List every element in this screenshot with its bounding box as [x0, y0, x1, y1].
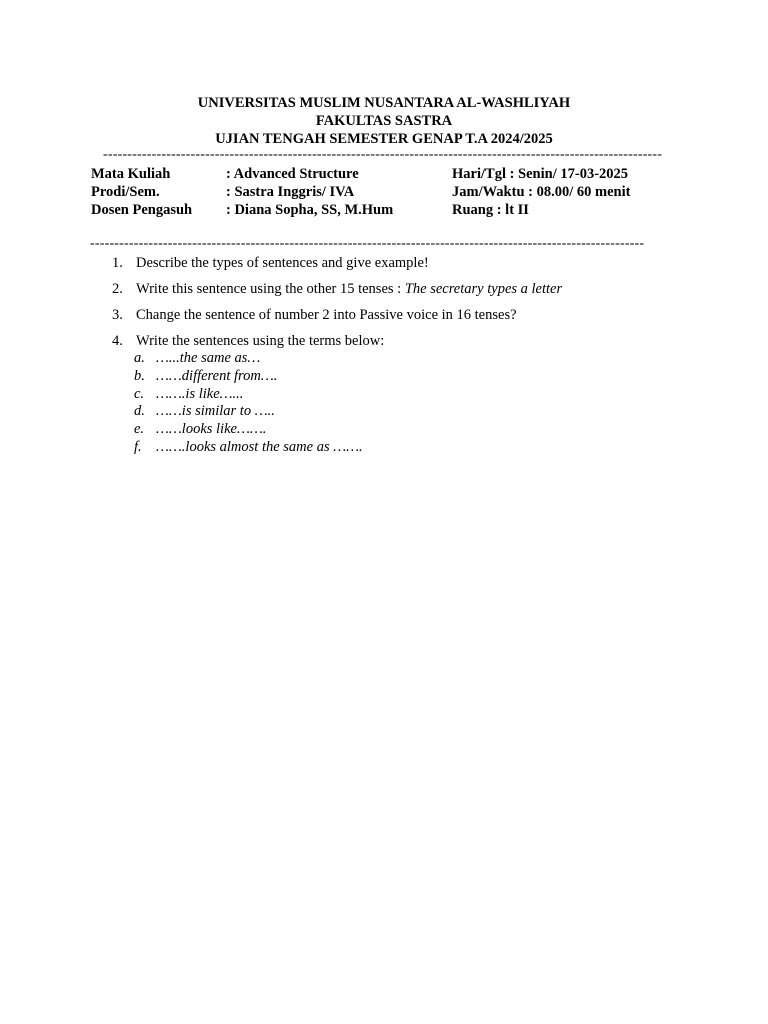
list-item — [112, 386, 712, 404]
terms-list — [112, 350, 712, 457]
info-date: Hari/Tgl : Senin/ 17-03-2025 — [452, 166, 629, 182]
document-header — [0, 94, 768, 148]
item-text: ……is similar to ….. — [156, 403, 275, 420]
info-value: : Diana Sopha, SS, M.Hum — [226, 202, 394, 218]
info-label: Dosen Pengasuh — [91, 202, 193, 218]
item-letter: a. — [134, 350, 145, 366]
question-number: 4. — [112, 333, 123, 349]
item-letter: e. — [134, 421, 145, 438]
dashed-divider-top: ------------------------------------------------------------------------------------------------------------------- — [103, 148, 663, 162]
exam-title: UJIAN TENGAH SEMESTER GENAP T.A 2024/2025 — [215, 131, 553, 147]
info-value: : Advanced Structure — [226, 166, 359, 182]
question-text: Change the sentence of number 2 into Passive voice in 16 tenses? — [136, 307, 517, 323]
question-text: Describe the types of sentences and give example! — [136, 255, 429, 271]
info-room: Ruang : lt II — [452, 202, 529, 218]
item-letter: c. — [134, 385, 145, 402]
item-letter: b. — [134, 367, 145, 384]
question-item — [112, 254, 712, 272]
university-name: UNIVERSITAS MUSLIM NUSANTARA AL-WASHLIYAH — [197, 95, 571, 111]
question-text: Write the sentences using the terms below: — [136, 333, 385, 349]
info-label: Mata Kuliah — [91, 166, 171, 182]
question-number: 1. — [112, 255, 123, 271]
question-number: 2. — [112, 281, 123, 297]
list-item — [112, 350, 712, 368]
question-list — [112, 254, 712, 457]
question-text: Write this sentence using the other 15 tenses : — [136, 281, 405, 297]
item-text: ……different from…. — [156, 367, 278, 384]
list-item — [112, 421, 712, 439]
question-item — [112, 306, 712, 324]
info-time: Jam/Waktu : 08.00/ 60 menit — [452, 184, 631, 200]
item-text: …….looks almost the same as ……. — [156, 438, 363, 455]
item-text: ……looks like……. — [156, 421, 267, 438]
question-number: 3. — [112, 307, 123, 323]
item-letter: d. — [134, 403, 145, 420]
question-item — [112, 280, 712, 298]
info-label: Prodi/Sem. — [91, 184, 160, 200]
dashed-divider-bottom: ------------------------------------------------------------------------------------------------------------------ — [90, 237, 645, 251]
list-item — [112, 439, 712, 457]
faculty-name: FAKULTAS SASTRA — [315, 113, 453, 129]
list-item — [112, 368, 712, 386]
question-example-sentence: The secretary types a letter — [404, 281, 563, 297]
info-value: : Sastra Inggris/ IVA — [226, 184, 355, 200]
item-text: …...the same as… — [156, 350, 261, 366]
item-letter: f. — [134, 438, 142, 455]
list-item — [112, 403, 712, 421]
question-item — [112, 332, 712, 350]
item-text: …….is like…... — [156, 385, 244, 402]
